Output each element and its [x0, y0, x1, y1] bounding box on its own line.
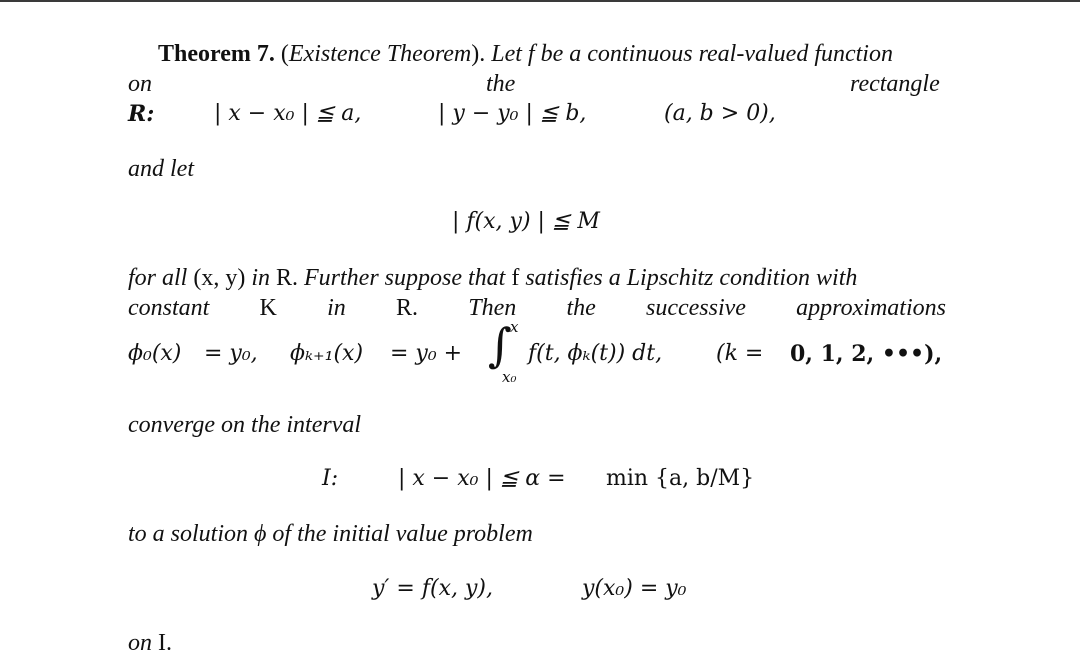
k-open: (k = — [716, 341, 764, 366]
word-on: on — [128, 71, 152, 97]
word-then: Then — [468, 295, 517, 321]
phi0-eq: = y₀, — [204, 341, 258, 366]
lipschitz-line-1 — [128, 264, 857, 292]
theorem-heading — [158, 40, 893, 68]
interval-expr: | x − x₀ | ≦ α = — [398, 466, 566, 491]
theorem-intro: Let f be a continuous real-valued function — [491, 41, 893, 67]
and-let: and let — [128, 156, 194, 182]
word-approximations: approximations — [796, 295, 946, 321]
text-further: Further suppose that — [304, 265, 506, 291]
rect-cond-x: | x − x₀ | ≦ a, — [214, 101, 362, 126]
k-values: 0, 1, 2, •••), — [790, 341, 943, 367]
word-successive: successive — [646, 295, 746, 321]
bound-formula: | f(x, y) | ≦ M — [452, 209, 600, 234]
ivp-initial: y(x₀) = y₀ — [582, 576, 687, 601]
integral-upper: x — [510, 318, 519, 336]
final-on: on — [128, 630, 152, 656]
solution-text: to a solution ϕ of the initial value problem — [128, 521, 533, 547]
close-paren: ). — [471, 41, 486, 67]
word-the: the — [486, 71, 516, 97]
word-constant: constant — [128, 295, 210, 321]
integral-lower: x₀ — [502, 368, 517, 386]
phi0: ϕ₀(x) — [128, 341, 182, 366]
lipschitz-line-2 — [128, 294, 946, 322]
text-for-all: for all — [128, 265, 188, 291]
integrand: f(t, ϕₖ(t)) dt, — [528, 341, 663, 366]
word-K: K — [259, 295, 277, 321]
word-rectangle: rectangle — [850, 71, 940, 97]
phik1: ϕₖ₊₁(x) — [290, 341, 364, 366]
word-R: R. — [396, 295, 419, 321]
interval-min: min {a, b/M} — [606, 466, 755, 491]
text-in: in — [251, 265, 270, 291]
integral-sign: ∫ — [488, 318, 512, 372]
text-satisfies: satisfies a Lipschitz condition with — [525, 265, 858, 291]
text-xy: (x, y) — [193, 265, 246, 291]
rect-cond-ab: (a, b > 0), — [664, 101, 776, 126]
word-in: in — [327, 295, 346, 321]
ivp-ode: y′ = f(x, y), — [372, 576, 493, 601]
open-paren: ( — [280, 41, 289, 67]
theorem-name: Existence Theorem — [288, 41, 472, 67]
converge-text: converge on the interval — [128, 412, 362, 438]
final-I: I. — [158, 630, 172, 656]
phik1-eq: = y₀ + — [390, 341, 463, 366]
word-the-2: the — [566, 295, 596, 321]
interval-label: I: — [322, 466, 339, 491]
rect-cond-y: | y − y₀ | ≦ b, — [438, 101, 587, 126]
text-f: f — [511, 265, 520, 291]
top-border — [0, 0, 1080, 2]
theorem-label: Theorem 7. — [158, 41, 275, 67]
rect-label: R: — [128, 101, 155, 127]
text-R: R. — [276, 265, 299, 291]
final-line — [128, 629, 172, 657]
